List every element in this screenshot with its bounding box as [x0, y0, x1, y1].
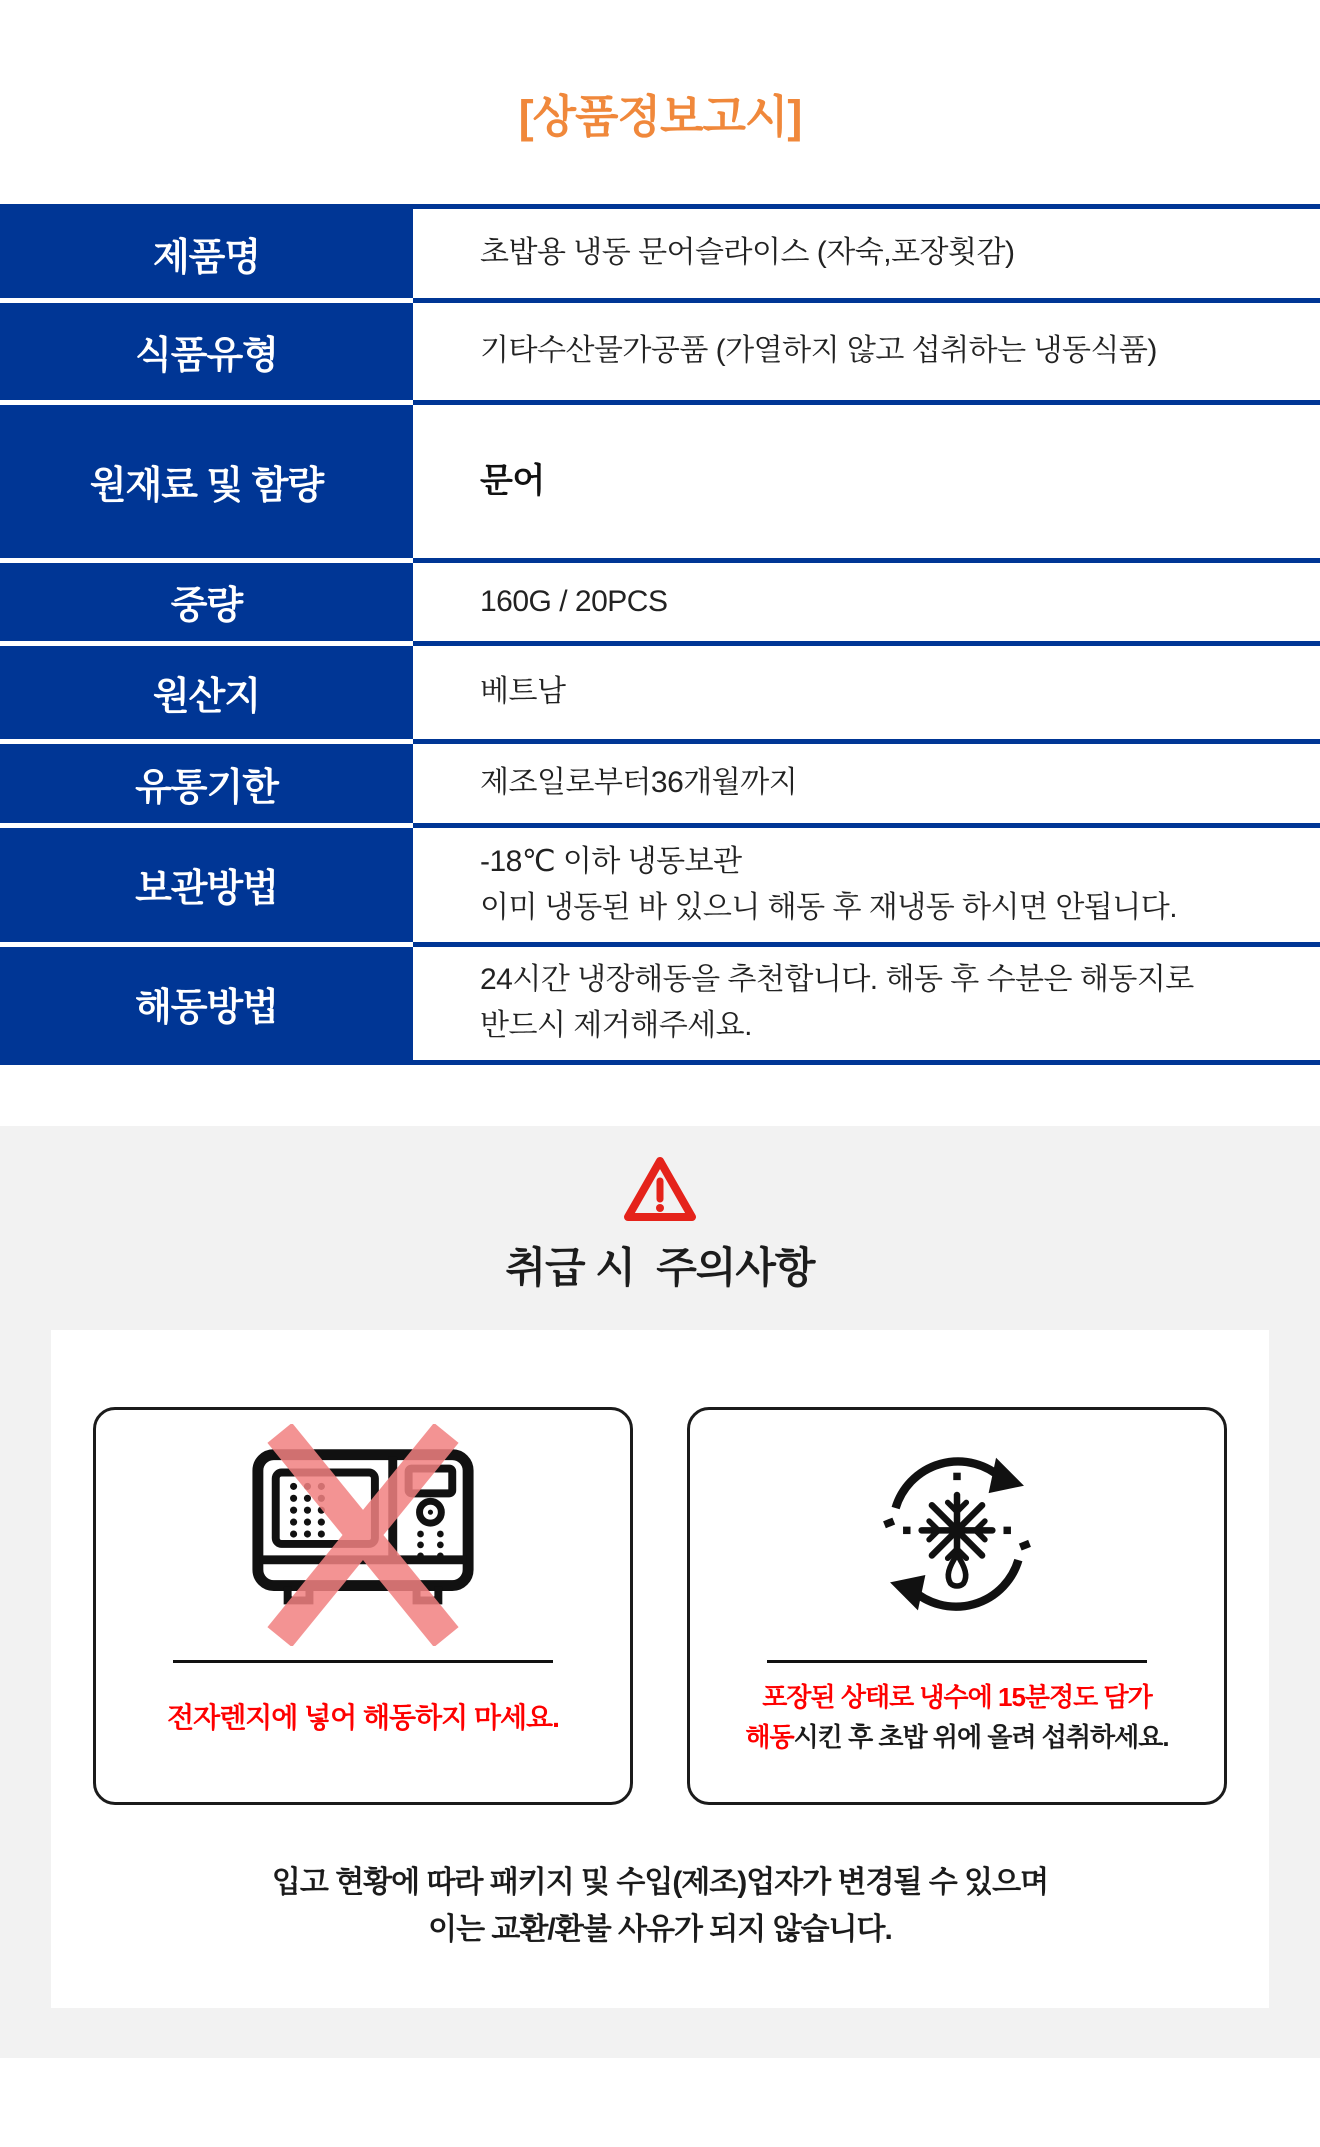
- row-label: 원재료 및 함량: [0, 405, 413, 563]
- row-label: 식품유형: [0, 303, 413, 405]
- table-row-origin: [0, 646, 1320, 744]
- row-value: 초밥용 냉동 문어슬라이스 (자숙,포장횟감): [413, 209, 1320, 303]
- package-change-note: 입고 현황에 따라 패키지 및 수입(제조)업자가 변경될 수 있으며 이는 교환/환불 사유가 되지 않습니다.: [271, 1866, 1049, 1946]
- row-value: 160G / 20PCS: [413, 563, 1320, 646]
- table-row-shelf-life: [0, 744, 1320, 828]
- table-row-storage: [0, 828, 1320, 947]
- microwave-warning-text: 전자렌지에 넣어 해동하지 마세요.: [167, 1701, 559, 1733]
- caution-card-defrost: [687, 1407, 1227, 1805]
- caution-title: 취급 시 주의사항: [505, 1243, 815, 1291]
- row-label: 유통기한: [0, 744, 413, 828]
- warning-triangle-icon: [0, 1153, 1320, 1227]
- row-label: 중량: [0, 563, 413, 646]
- row-value: 24시간 냉장해동을 추천합니다. 해동 후 수분은 해동지로 반드시 제거해주세요.: [413, 947, 1320, 1065]
- row-label: 해동방법: [0, 947, 413, 1065]
- microwave-no-icon: [116, 1410, 610, 1660]
- defrost-cycle-icon: [710, 1410, 1204, 1660]
- row-label: 제품명: [0, 209, 413, 303]
- table-row-food-type: [0, 303, 1320, 405]
- table-row-defrost-method: [0, 947, 1320, 1065]
- row-label: 원산지: [0, 646, 413, 744]
- table-row-weight: [0, 563, 1320, 646]
- caution-cards: [51, 1407, 1269, 1805]
- table-row-ingredients: [0, 405, 1320, 563]
- row-value: 기타수산물가공품 (가열하지 않고 섭취하는 냉동식품): [413, 303, 1320, 405]
- row-value: 제조일로부터36개월까지: [413, 744, 1320, 828]
- row-value: 문어: [413, 405, 1320, 563]
- caution-panel: [51, 1330, 1269, 2008]
- product-info-table: [0, 204, 1320, 1065]
- table-row-product-name: [0, 209, 1320, 303]
- row-value: 베트남: [413, 646, 1320, 744]
- page-title: [상품정보고시]: [518, 91, 802, 142]
- row-label: 보관방법: [0, 828, 413, 947]
- caution-card-microwave: [93, 1407, 633, 1805]
- caution-section: [0, 1126, 1320, 2059]
- row-value: -18℃ 이하 냉동보관 이미 냉동된 바 있으니 해동 후 재냉동 하시면 안됩니다.: [413, 828, 1320, 947]
- defrost-instruction-text: 포장된 상태로 냉수에 15분정도 담가 해동시킨 후 초밥 위에 올려 섭취하세요.: [745, 1682, 1169, 1753]
